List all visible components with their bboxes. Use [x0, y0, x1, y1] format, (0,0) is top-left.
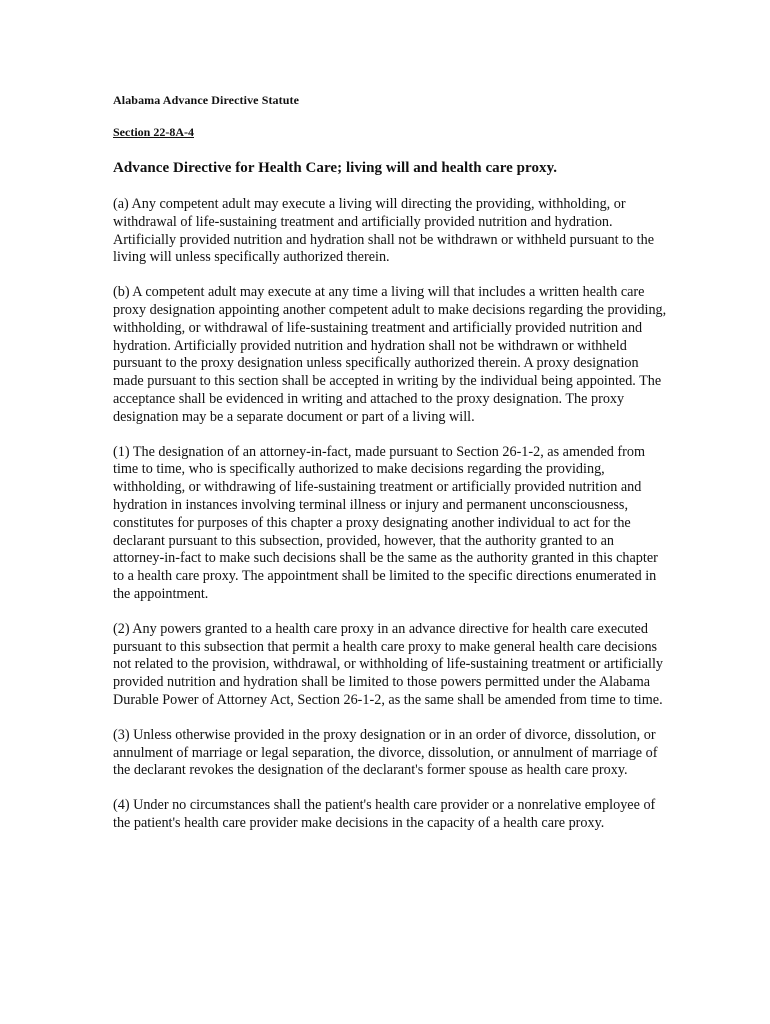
section-label: Section 22-8A-4: [113, 125, 194, 139]
section-heading: Advance Directive for Health Care; living will and health care proxy.: [113, 160, 558, 176]
paragraph-2: (2) Any powers granted to a health care proxy in an advance directive for health care executed pursuant to this subsection that permit a health care proxy to make general health care decisions not related to the provision, withdrawal, or withholding of life-sustaining treatment or artificially provided nutrition and hydration shall be limited to those powers permitted under the Alabama Durable Power of Attorney Act, Section 26-1-2, as the same shall be amended from time to time.: [113, 620, 664, 708]
statute-title: Alabama Advance Directive Statute: [113, 93, 300, 107]
paragraph-a: (a) Any competent adult may execute a living will directing the providing, withholding, or withdrawal of life-sustaining treatment and artificially provided nutrition and hydration. Artificially provided nutrition and hydration shall not be withdrawn or withheld pursuant to the living will unless specifically authorized therein.: [113, 196, 654, 266]
paragraph-1: (1) The designation of an attorney-in-fact, made pursuant to Section 26-1-2, as amended from time to time, who is specifically authorized to make decisions regarding the providing, withholding, or withdrawing of life-sustaining treatment or artificially provided nutrition and hydration in instances involving terminal illness or injury and permanent unconsciousness, constitutes for purposes of this chapter a proxy designating another individual to act for the declarant pursuant to this subsection, provided, however, that the authority granted to an attorney-in-fact to make such decisions shall be the same as the authority granted in this chapter to a health care proxy. The appointment shall be limited to the specific directions enumerated in the appointment.: [113, 443, 658, 602]
paragraph-b: (b) A competent adult may execute at any time a living will that includes a written health care proxy designation appointing another competent adult to make decisions regarding the providing, withholding, or withdrawal of life-sustaining treatment and artificially provided nutrition and hydration. Artificially provided nutrition and hydration shall not be withdrawn or withheld pursuant to the proxy designation unless specifically authorized therein. A proxy designation made pursuant to this section shall be accepted in writing by the individual being appointed. The acceptance shall be evidenced in writing and attached to the proxy designation. The proxy designation may be a separate document or part of a living will.: [113, 284, 667, 425]
paragraph-4: (4) Under no circumstances shall the patient's health care provider or a nonrelative employee of the patient's health care provider make decisions in the capacity of a health care proxy.: [113, 797, 656, 831]
statute-body: [113, 196, 668, 850]
paragraph-3: (3) Unless otherwise provided in the proxy designation or in an order of divorce, dissolution, or annulment of marriage or legal separation, the divorce, dissolution, or annulment of marriage of the declarant revokes the designation of the declarant's former spouse as health care proxy.: [113, 726, 658, 779]
